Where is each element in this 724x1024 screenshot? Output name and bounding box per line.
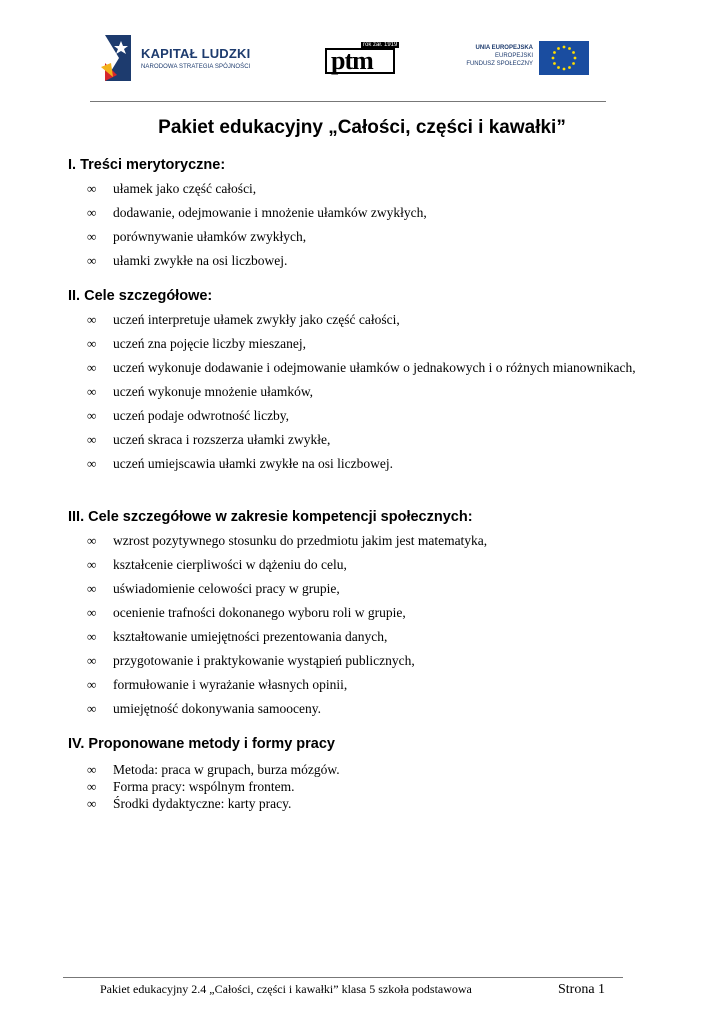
section-heading: IV. Proponowane metody i formy pracy bbox=[68, 736, 335, 752]
bullet-icon: ∞ bbox=[87, 605, 97, 620]
section-list bbox=[68, 762, 668, 812]
bullet-icon: ∞ bbox=[87, 229, 97, 244]
kapital-ludzki-title: KAPITAŁ LUDZKI bbox=[141, 46, 251, 61]
header-divider bbox=[90, 101, 606, 102]
section-heading: III. Cele szczegółowe w zakresie kompetencji społecznych: bbox=[68, 509, 473, 525]
bullet-icon: ∞ bbox=[87, 336, 97, 351]
list-item: ∞ umiejętność dokonywania samooceny. bbox=[87, 701, 321, 716]
bullet-icon: ∞ bbox=[87, 456, 97, 471]
eu-star-icon bbox=[568, 47, 571, 50]
eu-star-icon bbox=[557, 66, 560, 69]
bullet-icon: ∞ bbox=[87, 677, 97, 692]
list-item: ∞ Forma pracy: wspólnym frontem. bbox=[87, 779, 295, 794]
list-item: ∞ Środki dydaktyczne: karty pracy. bbox=[87, 796, 292, 811]
ptm-box bbox=[325, 48, 395, 74]
section-heading: II. Cele szczegółowe: bbox=[68, 288, 213, 304]
list-item: ∞ formułowanie i wyrażanie własnych opinii, bbox=[87, 677, 348, 692]
list-item: ∞ uczeń wykonuje dodawanie i odejmowanie ułamków o jednakowych i o różnych mianownikach, bbox=[87, 360, 636, 375]
kapital-ludzki-emblem-icon bbox=[101, 33, 137, 83]
ptm-logo bbox=[325, 42, 398, 75]
bullet-icon: ∞ bbox=[87, 701, 97, 716]
eu-star-icon bbox=[572, 51, 575, 54]
bullet-icon: ∞ bbox=[87, 533, 97, 548]
section-list bbox=[68, 181, 668, 269]
bullet-icon: ∞ bbox=[87, 205, 97, 220]
bullet-icon: ∞ bbox=[87, 253, 97, 268]
section-list bbox=[68, 533, 668, 717]
eu-star-icon bbox=[574, 57, 577, 60]
section-social-competences bbox=[68, 509, 668, 717]
list-item: ∞ ułamek jako część całości, bbox=[87, 181, 257, 196]
list-item: ∞ wzrost pozytywnego stosunku do przedmiotu jakim jest matematyka, bbox=[87, 533, 488, 548]
bullet-icon: ∞ bbox=[87, 432, 97, 447]
bullet-icon: ∞ bbox=[87, 762, 97, 777]
bullet-icon: ∞ bbox=[87, 557, 97, 572]
list-item: ∞ dodawanie, odejmowanie i mnożenie ułamków zwykłych, bbox=[87, 205, 427, 220]
eu-star-icon bbox=[553, 62, 556, 65]
list-item: ∞ uczeń umiejscawia ułamki zwykłe na osi liczbowej. bbox=[87, 456, 394, 471]
list-item: ∞ uświadomienie celowości pracy w grupie, bbox=[87, 581, 340, 596]
kapital-ludzki-logo bbox=[101, 33, 266, 83]
list-item: ∞ Metoda: praca w grupach, burza mózgów. bbox=[87, 762, 340, 777]
eu-star-icon bbox=[552, 57, 555, 60]
eu-star-icon bbox=[563, 68, 566, 71]
section-methods bbox=[68, 736, 668, 812]
bullet-icon: ∞ bbox=[87, 360, 97, 375]
list-item: ∞ uczeń wykonuje mnożenie ułamków, bbox=[87, 384, 314, 399]
list-item: ∞ porównywanie ułamków zwykłych, bbox=[87, 229, 307, 244]
section-content bbox=[68, 157, 668, 269]
bullet-icon: ∞ bbox=[87, 384, 97, 399]
eu-line3: FUNDUSZ SPOŁECZNY bbox=[466, 61, 533, 67]
page-title: Pakiet edukacyjny „Całości, części i kawałki” bbox=[158, 117, 566, 138]
ptm-word: ptm bbox=[331, 46, 373, 75]
eu-star-icon bbox=[557, 47, 560, 50]
list-item: ∞ przygotowanie i praktykowanie wystąpień publicznych, bbox=[87, 653, 415, 668]
bullet-icon: ∞ bbox=[87, 629, 97, 644]
ptm-tag: rok zał. 1919 bbox=[363, 42, 398, 48]
eu-star-icon bbox=[553, 51, 556, 54]
bullet-icon: ∞ bbox=[87, 796, 97, 811]
bullet-icon: ∞ bbox=[87, 408, 97, 423]
eu-star-icon bbox=[568, 66, 571, 69]
list-item: ∞ ułamki zwykłe na osi liczbowej. bbox=[87, 253, 288, 268]
eu-text bbox=[466, 44, 533, 68]
eu-flag-icon bbox=[539, 41, 589, 75]
list-item: ∞ ocenienie trafności dokonanego wyboru roli w grupie, bbox=[87, 605, 406, 620]
footer-text: Pakiet edukacyjny 2.4 „Całości, części i kawałki” klasa 5 szkoła podstawowa bbox=[100, 982, 472, 996]
list-item: ∞ uczeń podaje odwrotność liczby, bbox=[87, 408, 290, 423]
list-item: ∞ uczeń zna pojęcie liczby mieszanej, bbox=[87, 336, 307, 351]
bullet-icon: ∞ bbox=[87, 581, 97, 596]
bullet-icon: ∞ bbox=[87, 181, 97, 196]
section-heading: I. Treści merytoryczne: bbox=[68, 157, 226, 173]
footer-divider bbox=[63, 977, 623, 978]
list-item: ∞ uczeń interpretuje ułamek zwykły jako część całości, bbox=[87, 312, 400, 327]
kapital-ludzki-subtitle: NARODOWA STRATEGIA SPÓJNOŚCI bbox=[141, 64, 251, 70]
bullet-icon: ∞ bbox=[87, 779, 97, 794]
bullet-icon: ∞ bbox=[87, 312, 97, 327]
eu-logo bbox=[459, 40, 589, 76]
bullet-icon: ∞ bbox=[87, 653, 97, 668]
page-number: Strona 1 bbox=[558, 982, 606, 997]
eu-line1: UNIA EUROPEJSKA bbox=[475, 45, 533, 51]
section-list bbox=[68, 312, 668, 472]
list-item: ∞ uczeń skraca i rozszerza ułamki zwykłe, bbox=[87, 432, 331, 447]
eu-star-icon bbox=[572, 62, 575, 65]
section-goals bbox=[68, 288, 668, 472]
eu-star-icon bbox=[563, 46, 566, 49]
list-item: ∞ kształtowanie umiejętności prezentowania danych, bbox=[87, 629, 388, 644]
list-item: ∞ kształcenie cierpliwości w dążeniu do celu, bbox=[87, 557, 347, 572]
eu-line2: EUROPEJSKI bbox=[494, 53, 533, 59]
